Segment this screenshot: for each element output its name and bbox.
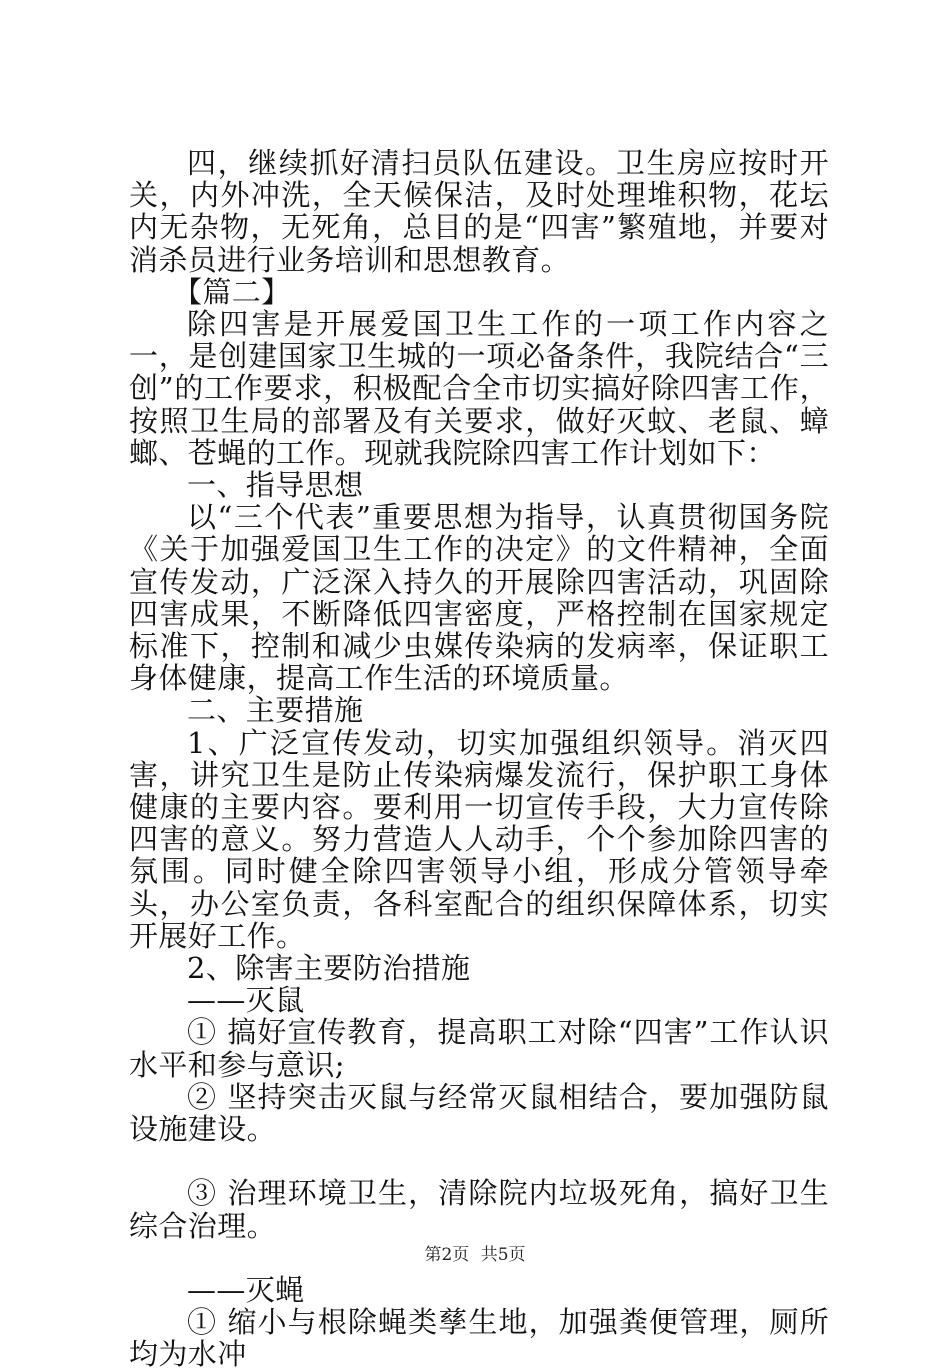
section-heading-part-two: 【篇二】 [173,274,291,309]
list-item-rat-2: ② 坚持突击灭鼠与经常灭鼠相结合，要加强防鼠设施建设。 [129,1079,829,1147]
paragraph-intro: 除四害是开展爱国卫生工作的一项工作内容之一，是创建国家卫生城的一项必备条件，我院结合“三创”的工作要求，积极配合全市切实搞好除四害工作，按照卫生局的部署及有关要求，做好灭蚊、老鼠、蟑螂、苍蝇的工作。现就我院除四害工作计划如下： [129,307,829,470]
paragraph-guiding-thought: 以“三个代表”重要思想为指导，认真贯彻国务院《关于加强爱国卫生工作的决定》的文件精神，全面宣传发动，广泛深入持久的开展除四害活动，巩固除四害成果，不断降低四害密度，严格控制在国家规定标准下，控制和减少虫媒传染病的发病率，保证职工身体健康，提高工作生活的环境质量。 [129,500,829,696]
subheading-fly-control: ——灭蝇 [187,1272,305,1307]
paragraph-cleaning-team: 四，继续抓好清扫员队伍建设。卫生房应按时开关，内外冲洗，全天候保洁，及时处理堆积物，花坛内无杂物，无死角，总目的是“四害”繁殖地，并要对消杀员进行业务培训和思想教育。 [129,146,829,277]
list-item-rat-1: ① 搞好宣传教育，提高职工对除“四害”工作认识水平和参与意识; [129,1015,829,1082]
heading-main-measures: 二、主要措施 [187,693,364,728]
page-number-total: 共5页 [480,1245,526,1265]
paragraph-publicity: 1、广泛宣传发动，切实加强组织领导。消灭四害，讲究卫生是防止传染病爆发流行，保护职工身体健康的主要内容。要利用一切宣传手段，大力宣传除四害的意义。努力营造人人动手，个个参加除四害的氛围。同时健全除四害领导小组，形成分管领导牵头，办公室负责，各科室配合的组织保障体系，切实开展好工作。 [129,725,829,953]
subheading-rat-control: ——灭鼠 [187,983,305,1018]
list-item-fly-1: ① 缩小与根除蝇类孳生地，加强粪便管理，厕所均为水冲 [129,1304,829,1371]
document-body [129,147,829,1370]
heading-prevention-measures: 2、除害主要防治措施 [187,951,471,986]
list-item-rat-3: ③ 治理环境卫生，清除院内垃圾死角，搞好卫生综合治理。 [129,1176,829,1243]
page-number-current: 第2页 [424,1245,470,1265]
page-footer [0,1245,950,1265]
heading-guiding-thought: 一、指导思想 [187,468,364,503]
